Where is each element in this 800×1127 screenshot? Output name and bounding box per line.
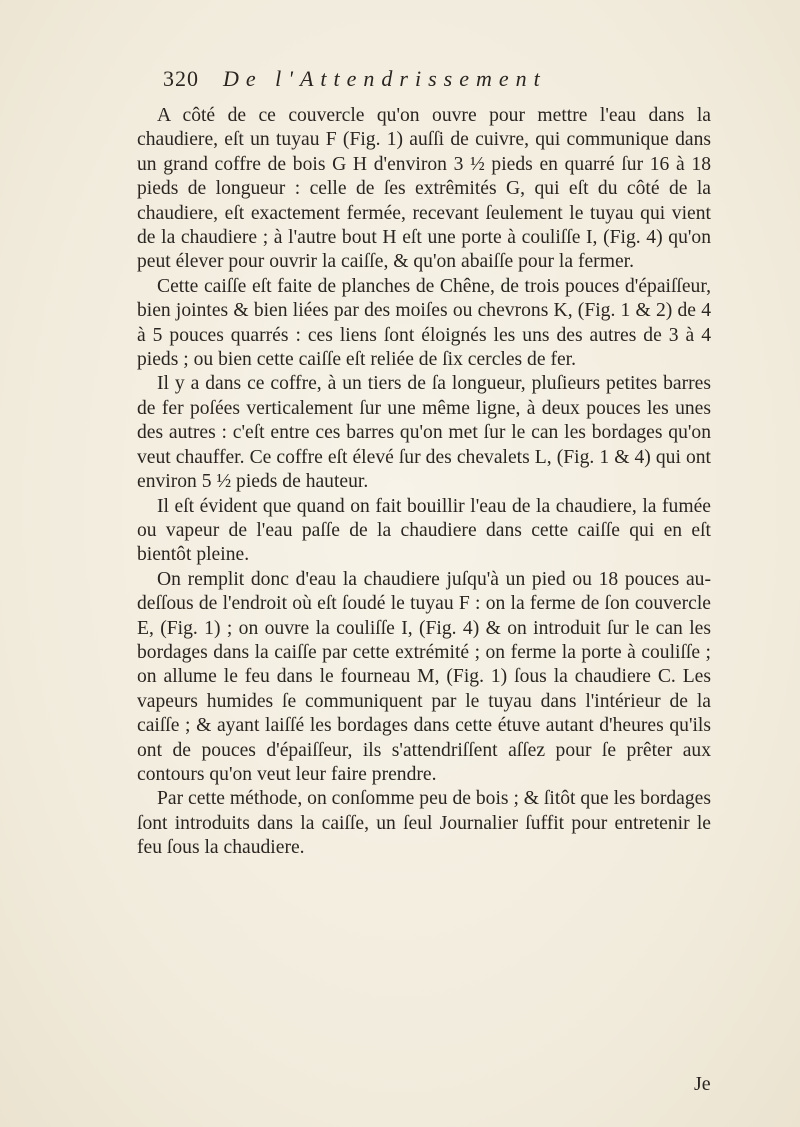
page-header: [163, 66, 683, 98]
paragraph: Cette caiſſe eſt faite de planches de Chêne, de trois pouces d'épaiſſeur, bien jointes & bien liées par des moiſes ou chevrons K, (Fig. 1 & 2) de 4 à 5 pouces quarrés : ces liens ſont éloignés les uns des autres de 3 à 4 pieds ; ou bien cette caiſſe eſt reliée de ſix cercles de fer.: [137, 275, 711, 371]
running-title: De l'Attendrissement: [223, 66, 547, 91]
paragraph: On remplit donc d'eau la chaudiere juſqu'à un pied ou 18 pouces au-deſſous de l'endroit où eſt ſoudé le tuyau F : on la ferme de ſon couvercle E, (Fig. 1) ; on ouvre la couliſſe I, (Fig. 4) & on introduit ſur le can les bordages dans la caiſſe par cette extrémité ; on ferme la porte à couliſſe ; on allume le feu dans le fourneau M, (Fig. 1) ſous la chaudiere C. Les vapeurs humides ſe communiquent par le tuyau dans l'intérieur de la caiſſe ; & ayant laiſſé les bordages dans cette étuve autant d'heures qu'ils ont de pouces d'épaiſſeur, ils s'attendriſſent aſſez pour ſe prêter aux contours qu'on veut leur faire prendre.: [137, 568, 711, 785]
paragraph: Par cette méthode, on conſomme peu de bois ; & ſitôt que les bordages ſont introduits dans la caiſſe, un ſeul Journalier ſuffit pour entretenir le feu ſous la chaudiere.: [137, 788, 711, 859]
catchword: Je: [694, 1073, 711, 1095]
body-text: [137, 104, 711, 861]
paragraph: Il eſt évident que quand on fait bouillir l'eau de la chaudiere, la fumée ou vapeur de l'eau paſſe de la chaudiere dans cette caiſſe qui en eſt bientôt pleine.: [137, 495, 711, 566]
page-number: 320: [163, 66, 199, 91]
paragraph: A côté de ce couvercle qu'on ouvre pour mettre l'eau dans la chaudiere, eſt un tuyau F (Fig. 1) auſſi de cuivre, qui communique dans un grand coffre de bois G H d'environ 3 ½ pieds en quarré ſur 16 à 18 pieds de longueur : celle de ſes extrêmités G, qui eſt du côté de la chaudiere, eſt exactement fermée, recevant ſeulement le tuyau qui vient de la chaudiere ; à l'autre bout H eſt une porte à couliſſe I, (Fig. 4) qu'on peut élever pour ouvrir la caiſſe, & qu'on abaiſſe pour la fermer.: [137, 105, 711, 273]
paragraph: Il y a dans ce coffre, à un tiers de ſa longueur, pluſieurs petites barres de fer poſées verticalement ſur une même ligne, à deux pouces les unes des autres : c'eſt entre ces barres qu'on met ſur le can les bordages qu'on veut chauffer. Ce coffre eſt élevé ſur des chevalets L, (Fig. 1 & 4) qui ont environ 5 ½ pieds de hauteur.: [137, 373, 711, 493]
